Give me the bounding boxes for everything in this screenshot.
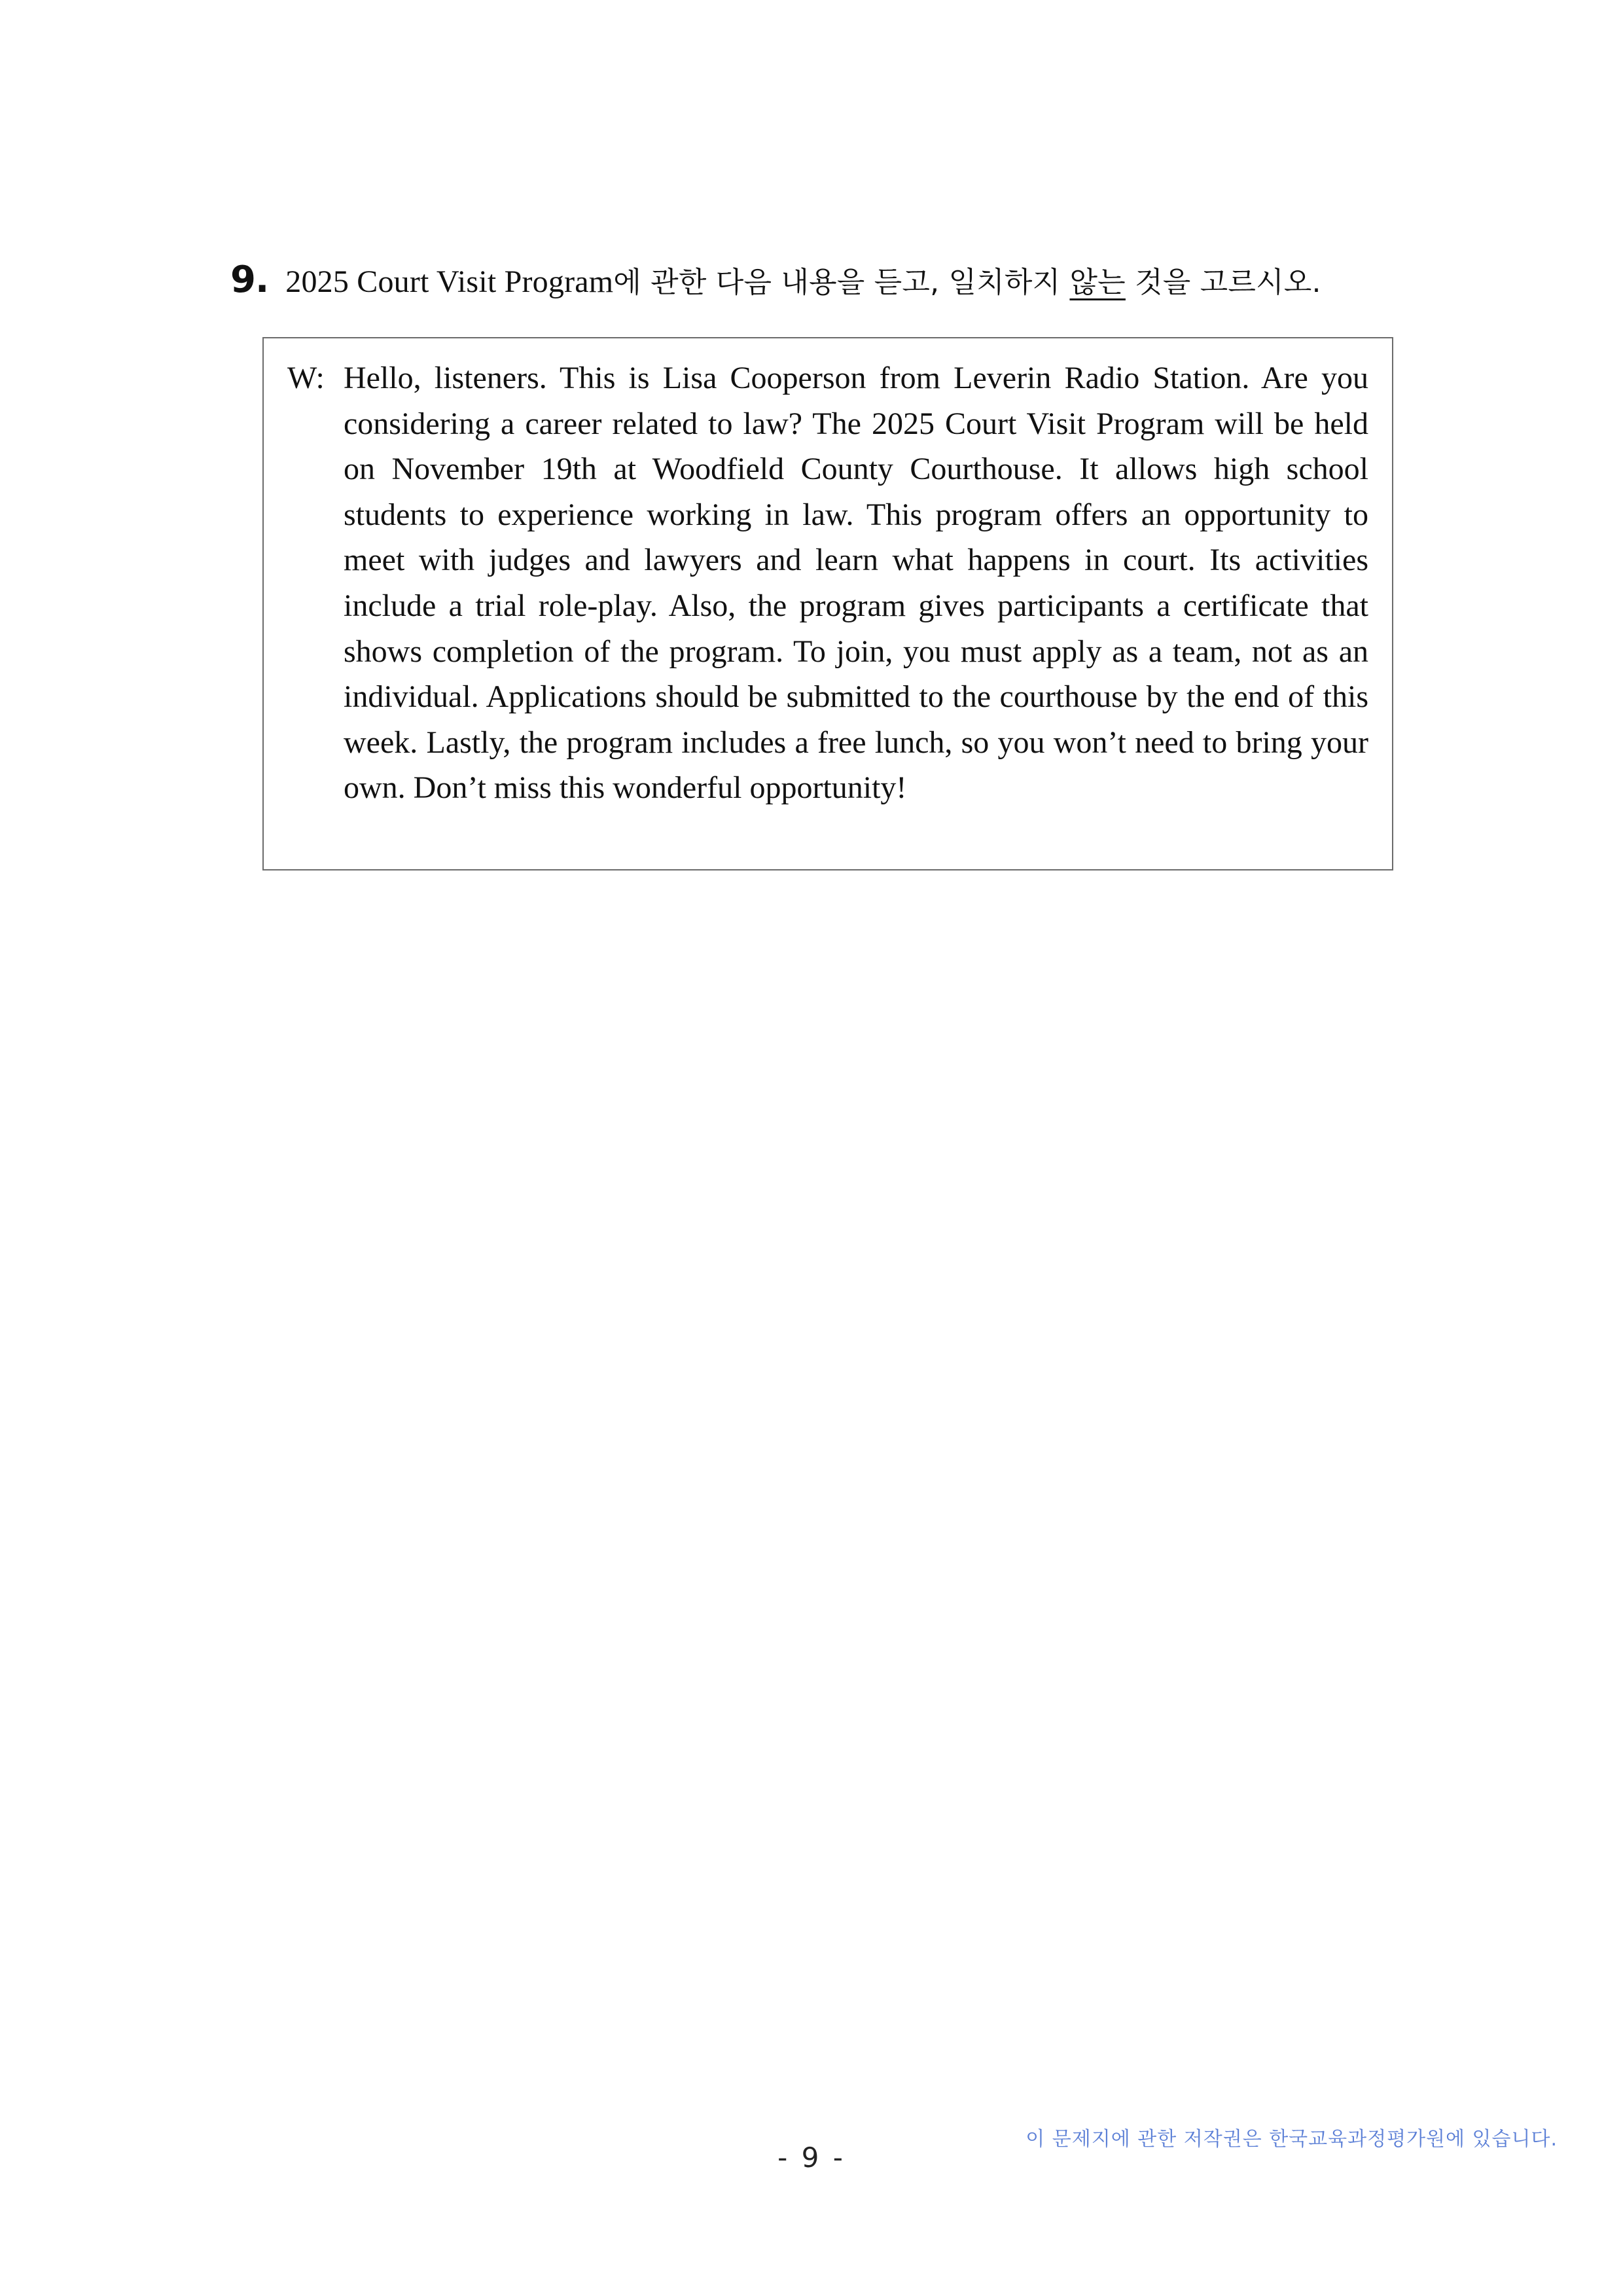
speech-text: Hello, listeners. This is Lisa Cooperson from Leverin Radio Station. Are you considering a career related to law? The 2025 Court Visit Program will be held on November 19th at Woodfield County Courthouse. It allows high school students to experience working in law. This program offers an opportunity to meet with judges and lawyers and learn what happens in court. Its activities include a trial role-play. Also, the program gives participants a certificate that shows completion of the program. To join, you must apply as a team, not as an individual. Applications should be submitted to the courthouse by the end of this week. Lastly, the program includes a free lunch, so you won’t need to bring your own. Don’t miss this wonderful opportunity! [344, 361, 1368, 806]
question-text-underlined: 않는 [1069, 266, 1126, 299]
question-text-english: 2025 Court Visit Program [285, 264, 614, 299]
question-text-korean-1: 에 관한 다음 내용을 듣고, 일치하지 [613, 266, 1070, 299]
page-number: - 9 - [777, 2142, 846, 2174]
speaker-label: W: [287, 361, 325, 395]
transcript-line [287, 355, 1368, 811]
question-text-korean-2: 것을 고르시오. [1125, 266, 1321, 299]
transcript-box [262, 337, 1393, 870]
question-prompt [230, 259, 1395, 317]
copyright-notice: 이 문제지에 관한 저작권은 한국교육과정평가원에 있습니다. [1026, 2128, 1558, 2151]
question-number: 9. [230, 259, 269, 301]
question-text [285, 259, 1321, 300]
